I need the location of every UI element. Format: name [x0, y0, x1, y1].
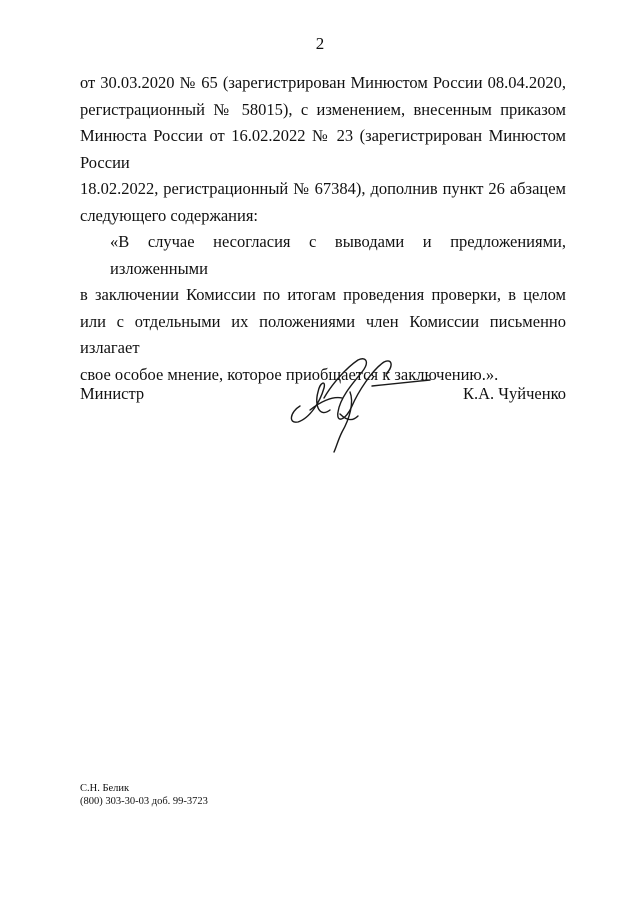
- text-line: «В случае несогласия с выводами и предложениями, изложенными: [110, 232, 566, 278]
- text-line: 18.02.2022, регистрационный № 67384), дополнив пункт 26 абзацем: [80, 179, 566, 198]
- signer-name: К.А. Чуйченко: [463, 384, 566, 403]
- text-line: свое особое мнение, которое приобщается к заключению.».: [80, 364, 499, 384]
- text-line: от 30.03.2020 № 65 (зарегистрирован Минюстом России 08.04.2020,: [80, 73, 566, 92]
- text-line: следующего содержания:: [80, 205, 259, 225]
- executor-name: С.Н. Белик: [80, 783, 130, 794]
- text-line: или с отдельными их положениями член Комиссии письменно излагает: [80, 311, 566, 357]
- text-line: регистрационный № 58015), с изменением, внесенным приказом: [80, 99, 566, 119]
- handwritten-signature: [280, 340, 440, 460]
- page-number: 2: [315, 34, 325, 53]
- paragraph-1: [80, 70, 566, 229]
- executor-phone: (800) 303-30-03 доб. 99-3723: [80, 796, 208, 807]
- text-line: Минюста России от 16.02.2022 № 23 (зарегистрирован Минюстом России: [80, 126, 566, 172]
- text-line: в заключении Комиссии по итогам проведения проверки, в целом: [80, 285, 566, 304]
- executor-footer: [80, 782, 208, 808]
- signer-title: Министр: [80, 384, 145, 403]
